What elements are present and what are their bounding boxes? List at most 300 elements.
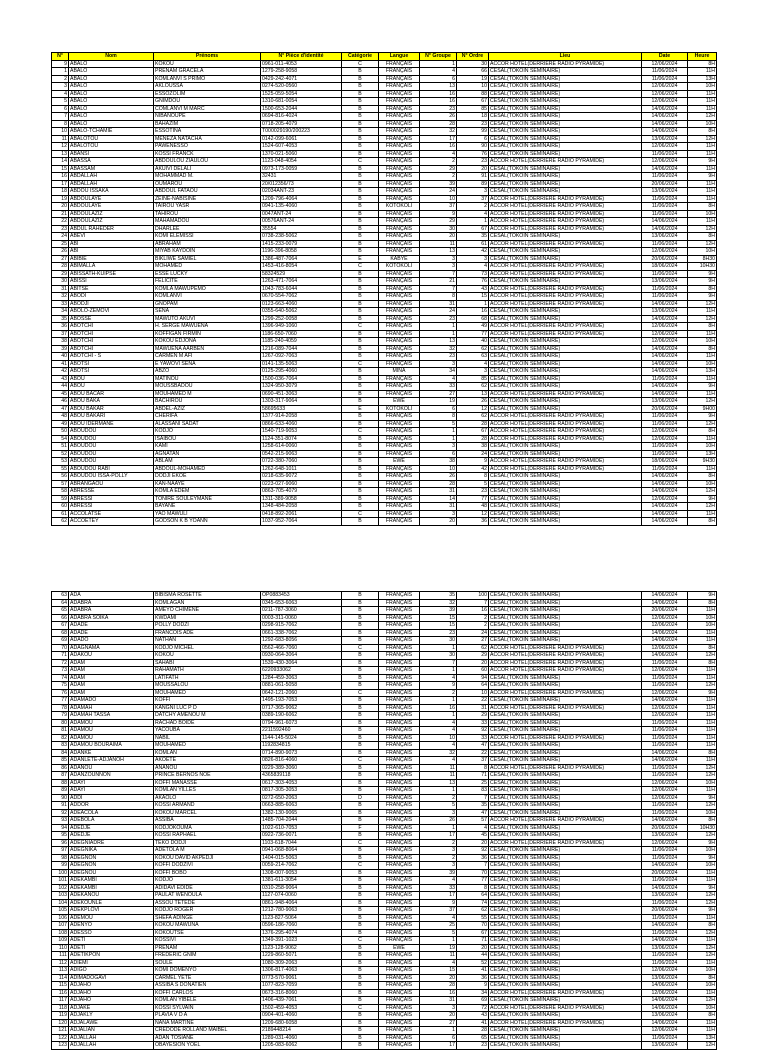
cell-order-number: 33 bbox=[457, 719, 489, 727]
cell-language: FRANÇAIS bbox=[379, 68, 420, 76]
cell-id-number: 0047ANT-24 bbox=[261, 210, 342, 218]
table-row bbox=[52, 764, 717, 772]
cell-row-number: 22 bbox=[52, 218, 69, 226]
cell-time: 10H bbox=[688, 120, 717, 128]
table-row bbox=[52, 165, 717, 173]
cell-row-number: 21 bbox=[52, 210, 69, 218]
cell-language: FRANÇAIS bbox=[379, 892, 420, 900]
cell-language: FRANÇAIS bbox=[379, 607, 420, 615]
cell-date: 14/06/2024 bbox=[642, 473, 688, 481]
cell-last-name: ADDOR bbox=[69, 802, 154, 810]
cell-time: 8H bbox=[688, 233, 717, 241]
cell-date: 14/06/2024 bbox=[642, 937, 688, 945]
cell-location: CESAL(TOKOIN SEMINAIRE) bbox=[489, 749, 642, 757]
cell-group-number: 16 bbox=[420, 90, 457, 98]
table-row bbox=[52, 982, 717, 990]
cell-order-number: 64 bbox=[457, 892, 489, 900]
cell-location: CESAL(TOKOIN SEMINAIRE) bbox=[489, 952, 642, 960]
cell-time: 11H bbox=[688, 727, 717, 735]
cell-group-number: 35 bbox=[420, 592, 457, 600]
cell-order-number: 70 bbox=[457, 922, 489, 930]
cell-first-names: DATCHY AMENOU M bbox=[154, 712, 261, 720]
cell-time: 9H bbox=[688, 689, 717, 697]
cell-location: CESAL(TOKOIN SEMINAIRE) bbox=[489, 360, 642, 368]
cell-date: 14/06/2024 bbox=[642, 503, 688, 511]
cell-time: 9H bbox=[688, 907, 717, 915]
cell-category: B bbox=[342, 495, 379, 503]
cell-language: FRANÇAIS bbox=[379, 592, 420, 600]
cell-date: 20/06/2024 bbox=[642, 255, 688, 263]
cell-id-number: 0973-173-0059 bbox=[261, 165, 342, 173]
cell-id-number: 1289-031-4060 bbox=[261, 1034, 342, 1042]
attendance-table-top bbox=[51, 52, 716, 526]
cell-time: 9H bbox=[688, 884, 717, 892]
cell-time: 8H bbox=[688, 644, 717, 652]
cell-group-number: 2 bbox=[420, 794, 457, 802]
cell-order-number: 23 bbox=[457, 1042, 489, 1050]
cell-language: FRANÇAIS bbox=[379, 450, 420, 458]
cell-date: 13/06/2024 bbox=[642, 1012, 688, 1020]
cell-order-number: 9 bbox=[457, 982, 489, 990]
cell-category: B bbox=[342, 869, 379, 877]
cell-language: FRANÇAIS bbox=[379, 503, 420, 511]
cell-id-number: 1370-021-5060 bbox=[261, 150, 342, 158]
cell-last-name: ADAMOU bbox=[69, 734, 154, 742]
cell-order-number: 83 bbox=[457, 787, 489, 795]
cell-language: FRANÇAIS bbox=[379, 922, 420, 930]
cell-first-names: GNOPAM bbox=[154, 300, 261, 308]
cell-last-name: ABOUDOU bbox=[69, 443, 154, 451]
cell-group-number: 4 bbox=[420, 150, 457, 158]
cell-first-names: ANANOU bbox=[154, 764, 261, 772]
cell-first-names: KODJO bbox=[154, 877, 261, 885]
cell-last-name: ABALO bbox=[69, 105, 154, 113]
cell-last-name: ABDOULAZIZ bbox=[69, 210, 154, 218]
cell-row-number: 99 bbox=[52, 862, 69, 870]
table-row bbox=[52, 824, 717, 832]
cell-row-number: 18 bbox=[52, 188, 69, 196]
table-row bbox=[52, 495, 717, 503]
cell-location: CESAL(TOKOIN SEMINAIRE) bbox=[489, 278, 642, 286]
cell-time: 9H bbox=[688, 413, 717, 421]
cell-first-names: MIYAB KAYDOIN bbox=[154, 248, 261, 256]
cell-id-number: 1303-317-9064 bbox=[261, 398, 342, 406]
cell-order-number: 35 bbox=[457, 802, 489, 810]
cell-group-number: 10 bbox=[420, 465, 457, 473]
cell-language: FRANÇAIS bbox=[379, 1019, 420, 1027]
cell-group-number: 5 bbox=[420, 420, 457, 428]
cell-language: FRANÇAIS bbox=[379, 495, 420, 503]
cell-time: 10H bbox=[688, 622, 717, 630]
cell-row-number: 31 bbox=[52, 285, 69, 293]
cell-last-name: ADJALAWE bbox=[69, 1019, 154, 1027]
table-row bbox=[52, 278, 717, 286]
cell-order-number: 23 bbox=[457, 120, 489, 128]
cell-order-number: 23 bbox=[457, 158, 489, 166]
cell-date: 14/06/2024 bbox=[642, 390, 688, 398]
cell-group-number: 6 bbox=[420, 450, 457, 458]
cell-date: 13/06/2024 bbox=[642, 974, 688, 982]
cell-time: 8H bbox=[688, 922, 717, 930]
cell-row-number: 108 bbox=[52, 929, 69, 937]
cell-id-number: 1123-048-4054 bbox=[261, 158, 342, 166]
cell-last-name: ADEGNON bbox=[69, 862, 154, 870]
cell-last-name: ABOUDOU bbox=[69, 458, 154, 466]
cell-last-name: ABDOULAYE bbox=[69, 195, 154, 203]
cell-date: 11/06/2024 bbox=[642, 293, 688, 301]
cell-time: 10H bbox=[688, 480, 717, 488]
cell-first-names: KOSSI FRANCK bbox=[154, 150, 261, 158]
cell-order-number: 65 bbox=[457, 1034, 489, 1042]
cell-last-name: ABRESSE bbox=[69, 488, 154, 496]
table-row bbox=[52, 360, 717, 368]
cell-last-name: ADAYI bbox=[69, 787, 154, 795]
cell-location: CESAL(TOKOIN SEMINAIRE) bbox=[489, 233, 642, 241]
cell-category: B bbox=[342, 929, 379, 937]
cell-first-names: CREDODE ROLLAND MAIBEL bbox=[154, 1027, 261, 1035]
cell-first-names: TONIRE SOULEYMANE bbox=[154, 495, 261, 503]
cell-category: C bbox=[342, 360, 379, 368]
cell-category: B bbox=[342, 75, 379, 83]
cell-category: B bbox=[342, 203, 379, 211]
cell-last-name: ADANKE bbox=[69, 749, 154, 757]
cell-language: FRANÇAIS bbox=[379, 899, 420, 907]
cell-language: FRANÇAIS bbox=[379, 473, 420, 481]
cell-first-names: MOHAMED bbox=[154, 263, 261, 271]
cell-group-number: 33 bbox=[420, 884, 457, 892]
cell-language: FRANÇAIS bbox=[379, 150, 420, 158]
table-row bbox=[52, 794, 717, 802]
cell-language: FRANÇAIS bbox=[379, 907, 420, 915]
cell-date: 13/06/2024 bbox=[642, 944, 688, 952]
cell-order-number: 43 bbox=[457, 285, 489, 293]
cell-time: 11H bbox=[688, 195, 717, 203]
cell-date: 20/06/2024 bbox=[642, 180, 688, 188]
cell-first-names: SOULE bbox=[154, 959, 261, 967]
cell-language: FRANÇAIS bbox=[379, 293, 420, 301]
cell-first-names: KANGNI LUC P D bbox=[154, 704, 261, 712]
cell-id-number: 0930-064-3064 bbox=[261, 652, 342, 660]
cell-location: CESAL(TOKOIN SEMINAIRE) bbox=[489, 607, 642, 615]
cell-first-names: ASSIBA bbox=[154, 817, 261, 825]
cell-last-name: ADAMAH TASSA bbox=[69, 712, 154, 720]
cell-first-names: ESSE LUCKY bbox=[154, 270, 261, 278]
cell-language: FRANÇAIS bbox=[379, 757, 420, 765]
cell-date: 14/06/2024 bbox=[642, 982, 688, 990]
cell-language: FRANÇAIS bbox=[379, 98, 420, 106]
cell-time: 12H bbox=[688, 420, 717, 428]
cell-first-names: NABIL bbox=[154, 734, 261, 742]
cell-id-number: 1124-351-8074 bbox=[261, 435, 342, 443]
cell-category: B bbox=[342, 1012, 379, 1020]
cell-first-names: KOMLANVI S PRIMO bbox=[154, 75, 261, 83]
table-row bbox=[52, 629, 717, 637]
table-row bbox=[52, 952, 717, 960]
cell-location: CESAL(TOKOIN SEMINAIRE) bbox=[489, 922, 642, 930]
table-row bbox=[52, 667, 717, 675]
cell-time: 9H bbox=[688, 794, 717, 802]
cell-time: 8H bbox=[688, 128, 717, 136]
cell-location: ACCOR HOTEL(DERRIERE RADIO PYRAMIDE) bbox=[489, 330, 642, 338]
cell-time: 11H bbox=[688, 869, 717, 877]
cell-row-number: 23 bbox=[52, 225, 69, 233]
cell-location: ACCOR HOTEL(DERRIERE RADIO PYRAMIDE) bbox=[489, 734, 642, 742]
cell-order-number: 18 bbox=[457, 113, 489, 121]
cell-id-number: 1263-471-7064 bbox=[261, 278, 342, 286]
cell-last-name: ABOTCHI bbox=[69, 345, 154, 353]
cell-date: 14/06/2024 bbox=[642, 592, 688, 600]
cell-last-name: ABOTCHI - S bbox=[69, 353, 154, 361]
cell-order-number: 76 bbox=[457, 150, 489, 158]
cell-last-name: ABOTCHI bbox=[69, 323, 154, 331]
cell-language: FRANÇAIS bbox=[379, 323, 420, 331]
cell-last-name: ADEDJE bbox=[69, 824, 154, 832]
cell-order-number: 10 bbox=[457, 689, 489, 697]
cell-time: 12H bbox=[688, 1042, 717, 1050]
table-row bbox=[52, 203, 717, 211]
cell-id-number: 0861-948-4064 bbox=[261, 899, 342, 907]
cell-language: FRANÇAIS bbox=[379, 338, 420, 346]
cell-date: 11/06/2024 bbox=[642, 1034, 688, 1042]
cell-language: FRANÇAIS bbox=[379, 285, 420, 293]
cell-last-name: ABDOULAZIZ bbox=[69, 218, 154, 226]
cell-group-number: 4 bbox=[420, 727, 457, 735]
cell-location: CESAL(TOKOIN SEMINAIRE) bbox=[489, 1042, 642, 1050]
cell-language: FRANÇAIS bbox=[379, 959, 420, 967]
cell-last-name: ABALO bbox=[69, 113, 154, 121]
cell-order-number: 24 bbox=[457, 629, 489, 637]
cell-date: 12/06/2024 bbox=[642, 90, 688, 98]
cell-group-number: 25 bbox=[420, 922, 457, 930]
cell-language: FRANÇAIS bbox=[379, 443, 420, 451]
cell-location: CESAL(TOKOIN SEMINAIRE) bbox=[489, 68, 642, 76]
cell-order-number: 41 bbox=[457, 1019, 489, 1027]
cell-last-name: ADAMOU BOURAIMA bbox=[69, 742, 154, 750]
cell-group-number: 13 bbox=[420, 338, 457, 346]
cell-category: C bbox=[342, 510, 379, 518]
cell-first-names: GODSON K B YOANN bbox=[154, 518, 261, 526]
cell-category: B bbox=[342, 98, 379, 106]
cell-order-number: 28 bbox=[457, 420, 489, 428]
cell-row-number: 89 bbox=[52, 787, 69, 795]
cell-order-number: 62 bbox=[457, 383, 489, 391]
table-row bbox=[52, 293, 717, 301]
cell-row-number: 79 bbox=[52, 712, 69, 720]
cell-language: FRANÇAIS bbox=[379, 997, 420, 1005]
cell-first-names: MOUHAMED bbox=[154, 689, 261, 697]
table-row bbox=[52, 922, 717, 930]
cell-order-number: 12 bbox=[457, 510, 489, 518]
cell-date: 12/06/2024 bbox=[642, 667, 688, 675]
cell-first-names: FREDERIC GNIM bbox=[154, 952, 261, 960]
cell-first-names: MOHAMMAD M. bbox=[154, 173, 261, 181]
cell-id-number: 1267-092-7063 bbox=[261, 353, 342, 361]
cell-location: CESAL(TOKOIN SEMINAIRE) bbox=[489, 90, 642, 98]
cell-order-number: 24 bbox=[457, 450, 489, 458]
cell-last-name: ABIMALLA bbox=[69, 263, 154, 271]
cell-first-names: KOSSIVI bbox=[154, 937, 261, 945]
cell-order-number: 16 bbox=[457, 308, 489, 316]
cell-first-names: KOSSI SYLVAIN bbox=[154, 1004, 261, 1012]
table-row bbox=[52, 113, 717, 121]
cell-language: FRANÇAIS bbox=[379, 652, 420, 660]
cell-group-number: 37 bbox=[420, 907, 457, 915]
cell-category: B bbox=[342, 1019, 379, 1027]
header-category: Catégorie bbox=[342, 53, 379, 61]
cell-id-number: 1043-783-6044 bbox=[261, 285, 342, 293]
header-first-names: Prénoms bbox=[154, 53, 261, 61]
cell-id-number: 2211592460 bbox=[261, 727, 342, 735]
cell-category: B bbox=[342, 659, 379, 667]
cell-first-names: KOMLAN YILLES bbox=[154, 787, 261, 795]
cell-row-number: 2 bbox=[52, 75, 69, 83]
cell-id-number: 0642-121-2060 bbox=[261, 689, 342, 697]
cell-row-number: 44 bbox=[52, 383, 69, 391]
cell-order-number: 1 bbox=[457, 300, 489, 308]
cell-order-number: 33 bbox=[457, 734, 489, 742]
cell-last-name: ABALO bbox=[69, 90, 154, 98]
cell-order-number: 23 bbox=[457, 488, 489, 496]
cell-group-number: 11 bbox=[420, 772, 457, 780]
cell-first-names: KODJOKOUMA bbox=[154, 824, 261, 832]
cell-last-name: ABITSE bbox=[69, 285, 154, 293]
table-row bbox=[52, 1012, 717, 1020]
cell-date: 11/06/2024 bbox=[642, 959, 688, 967]
cell-first-names: NIBANOUPE bbox=[154, 113, 261, 121]
cell-first-names: MAHAMADOU bbox=[154, 218, 261, 226]
cell-language: FRANÇAIS bbox=[379, 90, 420, 98]
cell-category: B bbox=[342, 772, 379, 780]
cell-group-number: 4 bbox=[420, 914, 457, 922]
cell-id-number: 0881-061-5058 bbox=[261, 682, 342, 690]
cell-id-number: 6220933062 bbox=[261, 667, 342, 675]
cell-id-number: 0418-892-2061 bbox=[261, 510, 342, 518]
cell-date: 12/06/2024 bbox=[642, 158, 688, 166]
cell-last-name: ABIBIE bbox=[69, 255, 154, 263]
cell-time: 12H bbox=[688, 832, 717, 840]
cell-row-number: 96 bbox=[52, 839, 69, 847]
cell-location: ACCOR HOTEL(DERRIERE RADIO PYRAMIDE) bbox=[489, 210, 642, 218]
cell-group-number: 17 bbox=[420, 1042, 457, 1050]
cell-language: FRANÇAIS bbox=[379, 390, 420, 398]
cell-language: FRANÇAIS bbox=[379, 749, 420, 757]
cell-id-number: 0863-705-4079 bbox=[261, 488, 342, 496]
cell-language: FRANÇAIS bbox=[379, 877, 420, 885]
cell-group-number: 5 bbox=[420, 802, 457, 810]
cell-time: 12H bbox=[688, 503, 717, 511]
cell-id-number: 1376-295-4074 bbox=[261, 929, 342, 937]
cell-first-names: MOUHAMED bbox=[154, 742, 261, 750]
cell-last-name: ADJAKLY bbox=[69, 1012, 154, 1020]
cell-group-number: 1 bbox=[420, 428, 457, 436]
cell-order-number: 66 bbox=[457, 68, 489, 76]
cell-group-number: 30 bbox=[420, 652, 457, 660]
cell-group-number: 16 bbox=[420, 98, 457, 106]
cell-row-number: 60 bbox=[52, 503, 69, 511]
cell-first-names: ESSOZOLIM bbox=[154, 90, 261, 98]
cell-order-number: 20 bbox=[457, 839, 489, 847]
table-row bbox=[52, 607, 717, 615]
cell-date: 12/06/2024 bbox=[642, 689, 688, 697]
cell-row-number: 30 bbox=[52, 278, 69, 286]
cell-id-number: 0389-190-6062 bbox=[261, 712, 342, 720]
cell-language: FRANÇAIS bbox=[379, 1034, 420, 1042]
cell-category: B bbox=[342, 817, 379, 825]
cell-id-number: 0562-466-7060 bbox=[261, 644, 342, 652]
table-row bbox=[52, 854, 717, 862]
cell-id-number: 35554 bbox=[261, 225, 342, 233]
cell-order-number: 67 bbox=[457, 428, 489, 436]
cell-id-number: 0211-787-3060 bbox=[261, 607, 342, 615]
cell-time: 12H bbox=[688, 652, 717, 660]
cell-first-names: TAIROU YASR bbox=[154, 203, 261, 211]
cell-group-number: 17 bbox=[420, 832, 457, 840]
cell-row-number: 117 bbox=[52, 997, 69, 1005]
cell-category: B bbox=[342, 734, 379, 742]
cell-id-number: 1524-607-4053 bbox=[261, 143, 342, 151]
cell-location: CESAL(TOKOIN SEMINAIRE) bbox=[489, 847, 642, 855]
cell-location: ACCOR HOTEL(DERRIERE RADIO PYRAMIDE) bbox=[489, 203, 642, 211]
cell-category: C bbox=[342, 689, 379, 697]
cell-category: C bbox=[342, 428, 379, 436]
table-row bbox=[52, 143, 717, 151]
cell-id-number: 1311-389-9058 bbox=[261, 495, 342, 503]
header-group-number: N° Groupe bbox=[420, 53, 457, 61]
cell-last-name: ADENYO bbox=[69, 922, 154, 930]
table-row bbox=[52, 128, 717, 136]
cell-id-number: 4365839118 bbox=[261, 772, 342, 780]
cell-order-number: 57 bbox=[457, 817, 489, 825]
cell-time: 12H bbox=[688, 488, 717, 496]
cell-date: 12/06/2024 bbox=[642, 435, 688, 443]
cell-id-number: 0961-011-4053 bbox=[261, 60, 342, 68]
cell-location: ACCOR HOTEL(DERRIERE RADIO PYRAMIDE) bbox=[489, 263, 642, 271]
cell-order-number: 8 bbox=[457, 884, 489, 892]
table-row bbox=[52, 997, 717, 1005]
cell-order-number: 20 bbox=[457, 165, 489, 173]
cell-category: B bbox=[342, 68, 379, 76]
cell-category: B bbox=[342, 667, 379, 675]
cell-first-names: SAHABI bbox=[154, 659, 261, 667]
cell-language: FRANÇAIS bbox=[379, 937, 420, 945]
cell-id-number: 1279-258-9058 bbox=[261, 68, 342, 76]
cell-first-names: KOKOU MAWUNA bbox=[154, 922, 261, 930]
cell-group-number: 1 bbox=[420, 330, 457, 338]
cell-date: 12/06/2024 bbox=[642, 60, 688, 68]
cell-row-number: 25 bbox=[52, 240, 69, 248]
cell-row-number: 115 bbox=[52, 982, 69, 990]
cell-first-names: MATINOU bbox=[154, 375, 261, 383]
cell-location: CESAL(TOKOIN SEMINAIRE) bbox=[489, 450, 642, 458]
cell-language: FRANÇAIS bbox=[379, 839, 420, 847]
cell-order-number: 29 bbox=[457, 712, 489, 720]
cell-time: 9H bbox=[688, 495, 717, 503]
header-id-number: N° Pièce d'identité bbox=[261, 53, 342, 61]
cell-group-number: 3 bbox=[420, 255, 457, 263]
cell-last-name: ABALOTOU bbox=[69, 143, 154, 151]
cell-date: 11/06/2024 bbox=[642, 413, 688, 421]
cell-time: 10H bbox=[688, 982, 717, 990]
cell-time: 11H bbox=[688, 308, 717, 316]
cell-last-name: ADEDJE bbox=[69, 832, 154, 840]
table-row bbox=[52, 158, 717, 166]
cell-category: B bbox=[342, 150, 379, 158]
cell-order-number: 99 bbox=[457, 128, 489, 136]
cell-category: B bbox=[342, 959, 379, 967]
cell-last-name: ABRESSI bbox=[69, 503, 154, 511]
cell-category: B bbox=[342, 128, 379, 136]
cell-language: EWE bbox=[379, 398, 420, 406]
